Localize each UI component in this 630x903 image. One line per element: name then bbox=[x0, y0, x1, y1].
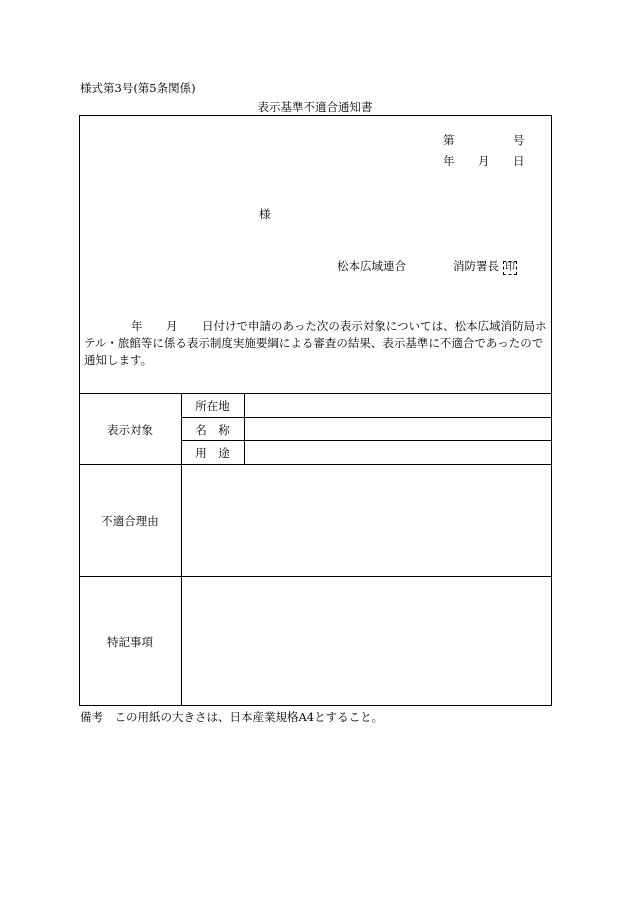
footer-note: 備考 この用紙の大きさは、日本産業規格A4とすること。 bbox=[80, 710, 384, 724]
form-number-label: 様式第3号(第5条関係) bbox=[80, 81, 196, 95]
body-date-month: 月 bbox=[166, 319, 178, 333]
notes-label: 特記事項 bbox=[107, 635, 153, 649]
seal-mark: 印 bbox=[505, 262, 515, 273]
number-suffix: 号 bbox=[513, 133, 525, 147]
divider-label-column bbox=[181, 393, 182, 706]
issuer-organization: 松本広域連合 bbox=[337, 259, 406, 273]
body-text bbox=[84, 318, 550, 369]
number-prefix: 第 bbox=[443, 133, 455, 147]
reason-label: 不適合理由 bbox=[101, 514, 159, 528]
document-title: 表示基準不適合通知書 bbox=[257, 100, 373, 114]
notice-form-frame bbox=[79, 115, 552, 706]
divider-target-reason bbox=[79, 464, 552, 465]
divider-sublabel-column bbox=[244, 393, 245, 464]
issuer-title bbox=[453, 258, 517, 275]
body-text-content: 日付けで申請のあった次の表示対象については、松本広域消防局ホテル・旅館等に係る表示制度実施要綱による審査の結果、表示基準に不適合であったので通知します。 bbox=[84, 319, 547, 367]
name-label: 名 称 bbox=[195, 423, 230, 437]
date-month: 月 bbox=[478, 154, 490, 168]
body-date-year: 年 bbox=[131, 319, 143, 333]
date-day: 日 bbox=[513, 154, 525, 168]
addressee-suffix: 様 bbox=[259, 207, 271, 221]
date-year: 年 bbox=[443, 154, 455, 168]
divider-row-2 bbox=[181, 440, 552, 441]
target-label: 表示対象 bbox=[107, 423, 153, 437]
issuer-title-text: 消防署長 bbox=[453, 259, 499, 273]
divider-reason-notes bbox=[79, 576, 552, 577]
usage-label: 用 途 bbox=[195, 446, 230, 460]
location-label: 所在地 bbox=[195, 399, 230, 413]
divider-row-1 bbox=[181, 417, 552, 418]
divider-header-table bbox=[79, 393, 552, 394]
